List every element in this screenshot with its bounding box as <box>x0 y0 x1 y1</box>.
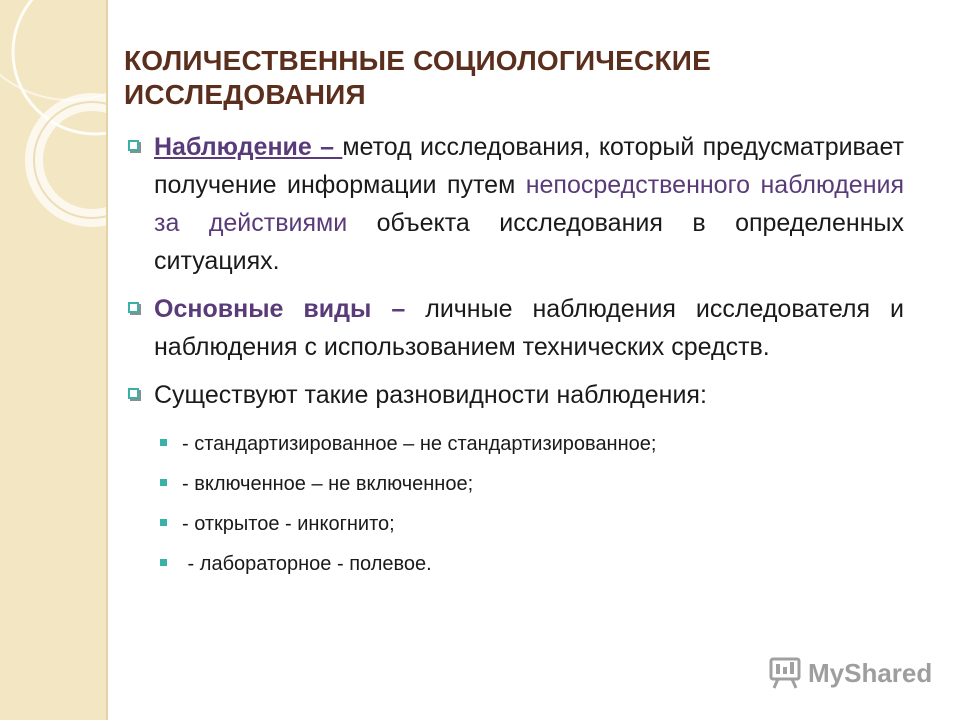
sub-item-text: - лабораторное - полевое. <box>182 553 432 575</box>
varieties-text: Существуют такие разновидности наблюдения: <box>154 381 707 409</box>
sub-item-text: - включенное – не включенное; <box>182 473 474 495</box>
myshared-watermark <box>768 656 932 690</box>
bullet-main-types <box>124 290 904 366</box>
sub-item-text: - стандартизированное – не стандартизированное; <box>182 433 657 455</box>
title-line-2: ИССЛЕДОВАНИЯ <box>124 79 366 110</box>
decorative-circles <box>0 0 106 720</box>
square-bullet-icon <box>160 519 167 526</box>
observation-text-b: объекта исследования в определенных ситуациях. <box>154 209 905 275</box>
square-bullet-icon <box>160 479 167 486</box>
checkbox-bullet-icon <box>128 140 139 151</box>
presentation-board-icon <box>768 657 802 689</box>
slide-title <box>124 44 924 112</box>
term-main-types: Основные виды – <box>154 295 426 323</box>
observation-highlight: непосредственного наблюдения за действиями <box>154 171 904 237</box>
main-types-text: личные наблюдения исследователя и наблюдения с использованием технических средств. <box>154 295 904 361</box>
sub-item-text: - открытое - инкогнито; <box>182 513 395 535</box>
sub-item <box>124 424 904 464</box>
slide-content <box>124 128 904 584</box>
bullet-varieties <box>124 376 904 414</box>
watermark-text: MyShared <box>808 657 933 688</box>
title-line-1: КОЛИЧЕСТВЕННЫЕ СОЦИОЛОГИЧЕСКИЕ <box>124 45 711 76</box>
checkbox-bullet-icon <box>128 302 139 313</box>
square-bullet-icon <box>160 559 167 566</box>
bullet-observation <box>124 128 904 280</box>
sub-item <box>124 464 904 504</box>
sub-item <box>124 504 904 544</box>
left-decorative-panel <box>0 0 108 720</box>
term-observation: Наблюдение – <box>154 133 343 161</box>
checkbox-bullet-icon <box>128 388 139 399</box>
sub-item <box>124 544 904 584</box>
square-bullet-icon <box>160 439 167 446</box>
observation-text-a: метод исследования, который предусматривает получение информации путем <box>154 133 904 199</box>
